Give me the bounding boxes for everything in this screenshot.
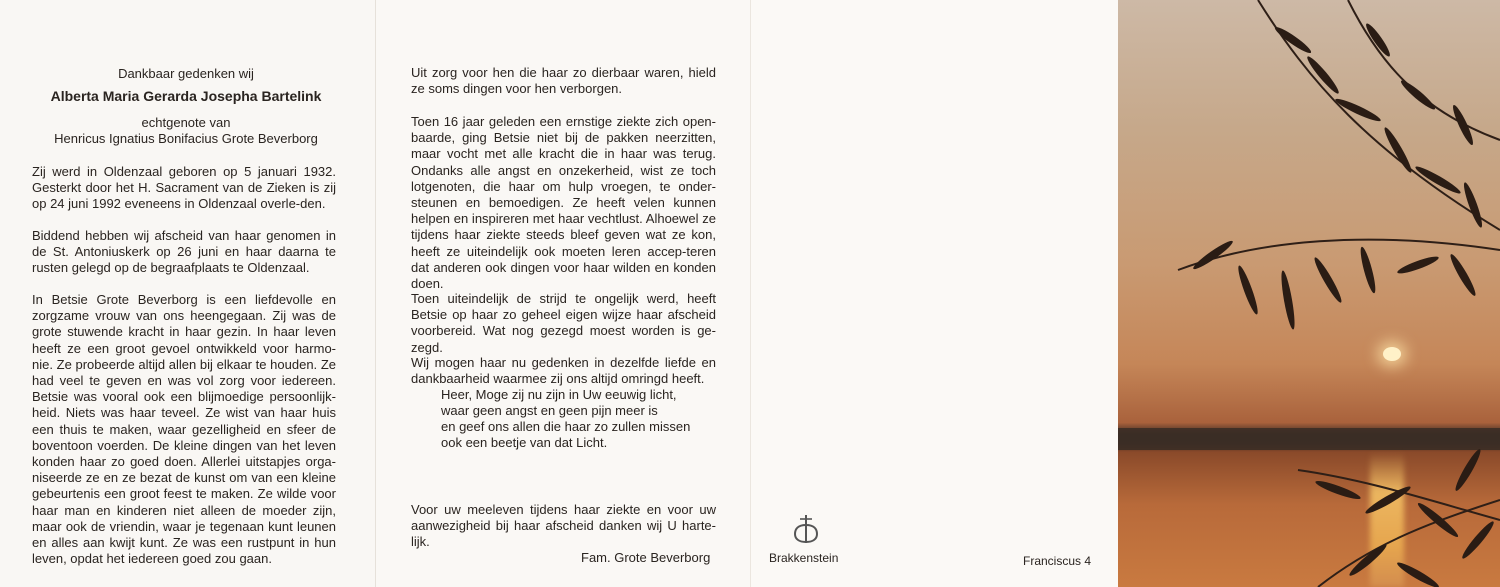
care-paragraph: Uit zorg voor hen die haar zo dierbaar waren, hield ze soms dingen voor hen verborgen. bbox=[411, 65, 716, 97]
thanks-paragraph: Voor uw meeleven tijdens haar ziekte en voor uw aanwezigheid bij haar afscheid danken wij U harte-lijk. bbox=[411, 502, 716, 550]
illness-paragraph: Toen 16 jaar geleden een ernstige ziekte zich open-baarde, ging Betsie niet bij de pakken neerzitten, maar vocht met alle kracht die in haar was terug. Ondanks alle angst en onzekerheid, wist ze toch lotgenoten, die haar om hulp vroegen, te onder-steunen en bemoedigen. Ze heeft velen kunnen helpen en inspireren met haar vechtlust. Alhoewel ze tijdens haar ziekte steeds bleef geven wat ze kon, heeft ze uiteindelijk ook moeten leren accep-teren dat anderen ook dingen voor haar wilden en konden doen. bbox=[411, 114, 716, 292]
remembrance-paragraph: Wij mogen haar nu gedenken in dezelfde liefde en dankbaarheid waarmee zij ons altijd omringd heeft. bbox=[411, 355, 716, 387]
farewell-paragraph: Toen uiteindelijk de strijd te ongelijk werd, heeft Betsie op haar zo geheel eigen wijze haar afscheid voorbereid. Wat nog gezegd moest worden is ge-zegd. bbox=[411, 291, 716, 355]
prayer-line: ook een beetje van dat Licht. bbox=[441, 435, 608, 450]
card-code: Franciscus 4 bbox=[1023, 554, 1092, 568]
card-panel-back bbox=[750, 0, 1119, 587]
publisher-label: Brakkenstein bbox=[769, 551, 839, 565]
family-signature: Fam. Grote Beverborg bbox=[581, 550, 711, 565]
card-panel-left bbox=[0, 0, 375, 587]
intro-line: Dankbaar gedenken wij bbox=[118, 66, 254, 81]
birth-death-paragraph: Zij werd in Oldenzaal geboren op 5 januari 1932. Gesterkt door het H. Sacrament van de Zieken is zij op 24 juni 1992 eveneens in Oldenzaal overle-den. bbox=[32, 164, 336, 212]
spouse-name: Henricus Ignatius Bonifacius Grote Beverborg bbox=[54, 131, 318, 146]
funeral-paragraph: Biddend hebben wij afscheid van haar genomen in de St. Antoniuskerk op 26 juni en haar daarna te rusten gelegd op de begraafplaats te Oldenzaal. bbox=[32, 228, 336, 276]
prayer-line: waar geen angst en geen pijn meer is bbox=[441, 403, 658, 418]
prayer-line: Heer, Moge zij nu zijn in Uw eeuwig licht, bbox=[441, 387, 677, 402]
tribute-paragraph: In Betsie Grote Beverborg is een liefdevolle en zorgzame vrouw van ons heengegaan. Zij was de grote stuwende kracht in haar gezin. In haar leven heeft ze een groot gevoel ontwikkeld voor harmo-nie. Ze probeerde altijd allen bij elkaar te houden. Ze had veel te geven en was vol zorg voor iedereen. Betsie was vooral ook een blijmoedige persoonlijk-heid. Niets was haar teveel. Ze wist van haar huis een thuis te maken, waar gezelligheid en sfeer de boventoon voerden. De kleine dingen van het leven konden haar zo goed doen. Allerlei uitstapjes orga-niseerde ze en ze bezat de kunst om van een kleine gebeurtenis een groot feest te maken. Ze wilde voor haar man en kinderen niet alleen de moeder zijn, maar ook de vriendin, waar je tegenaan kunt leunen en alles aan kwijt kunt. Ze was een rustpunt in hun leven, opdat het iedereen goed zou gaan. bbox=[32, 292, 336, 567]
spouse-label: echtgenote van bbox=[141, 115, 231, 130]
sunset-photo bbox=[1118, 0, 1500, 587]
card-panel-middle bbox=[375, 0, 751, 587]
deceased-name: Alberta Maria Gerarda Josepha Bartelink bbox=[50, 88, 322, 104]
prayer-line: en geef ons allen die haar zo zullen missen bbox=[441, 419, 691, 434]
brakkenstein-logo-icon bbox=[791, 513, 821, 545]
willow-branches bbox=[1118, 0, 1500, 587]
